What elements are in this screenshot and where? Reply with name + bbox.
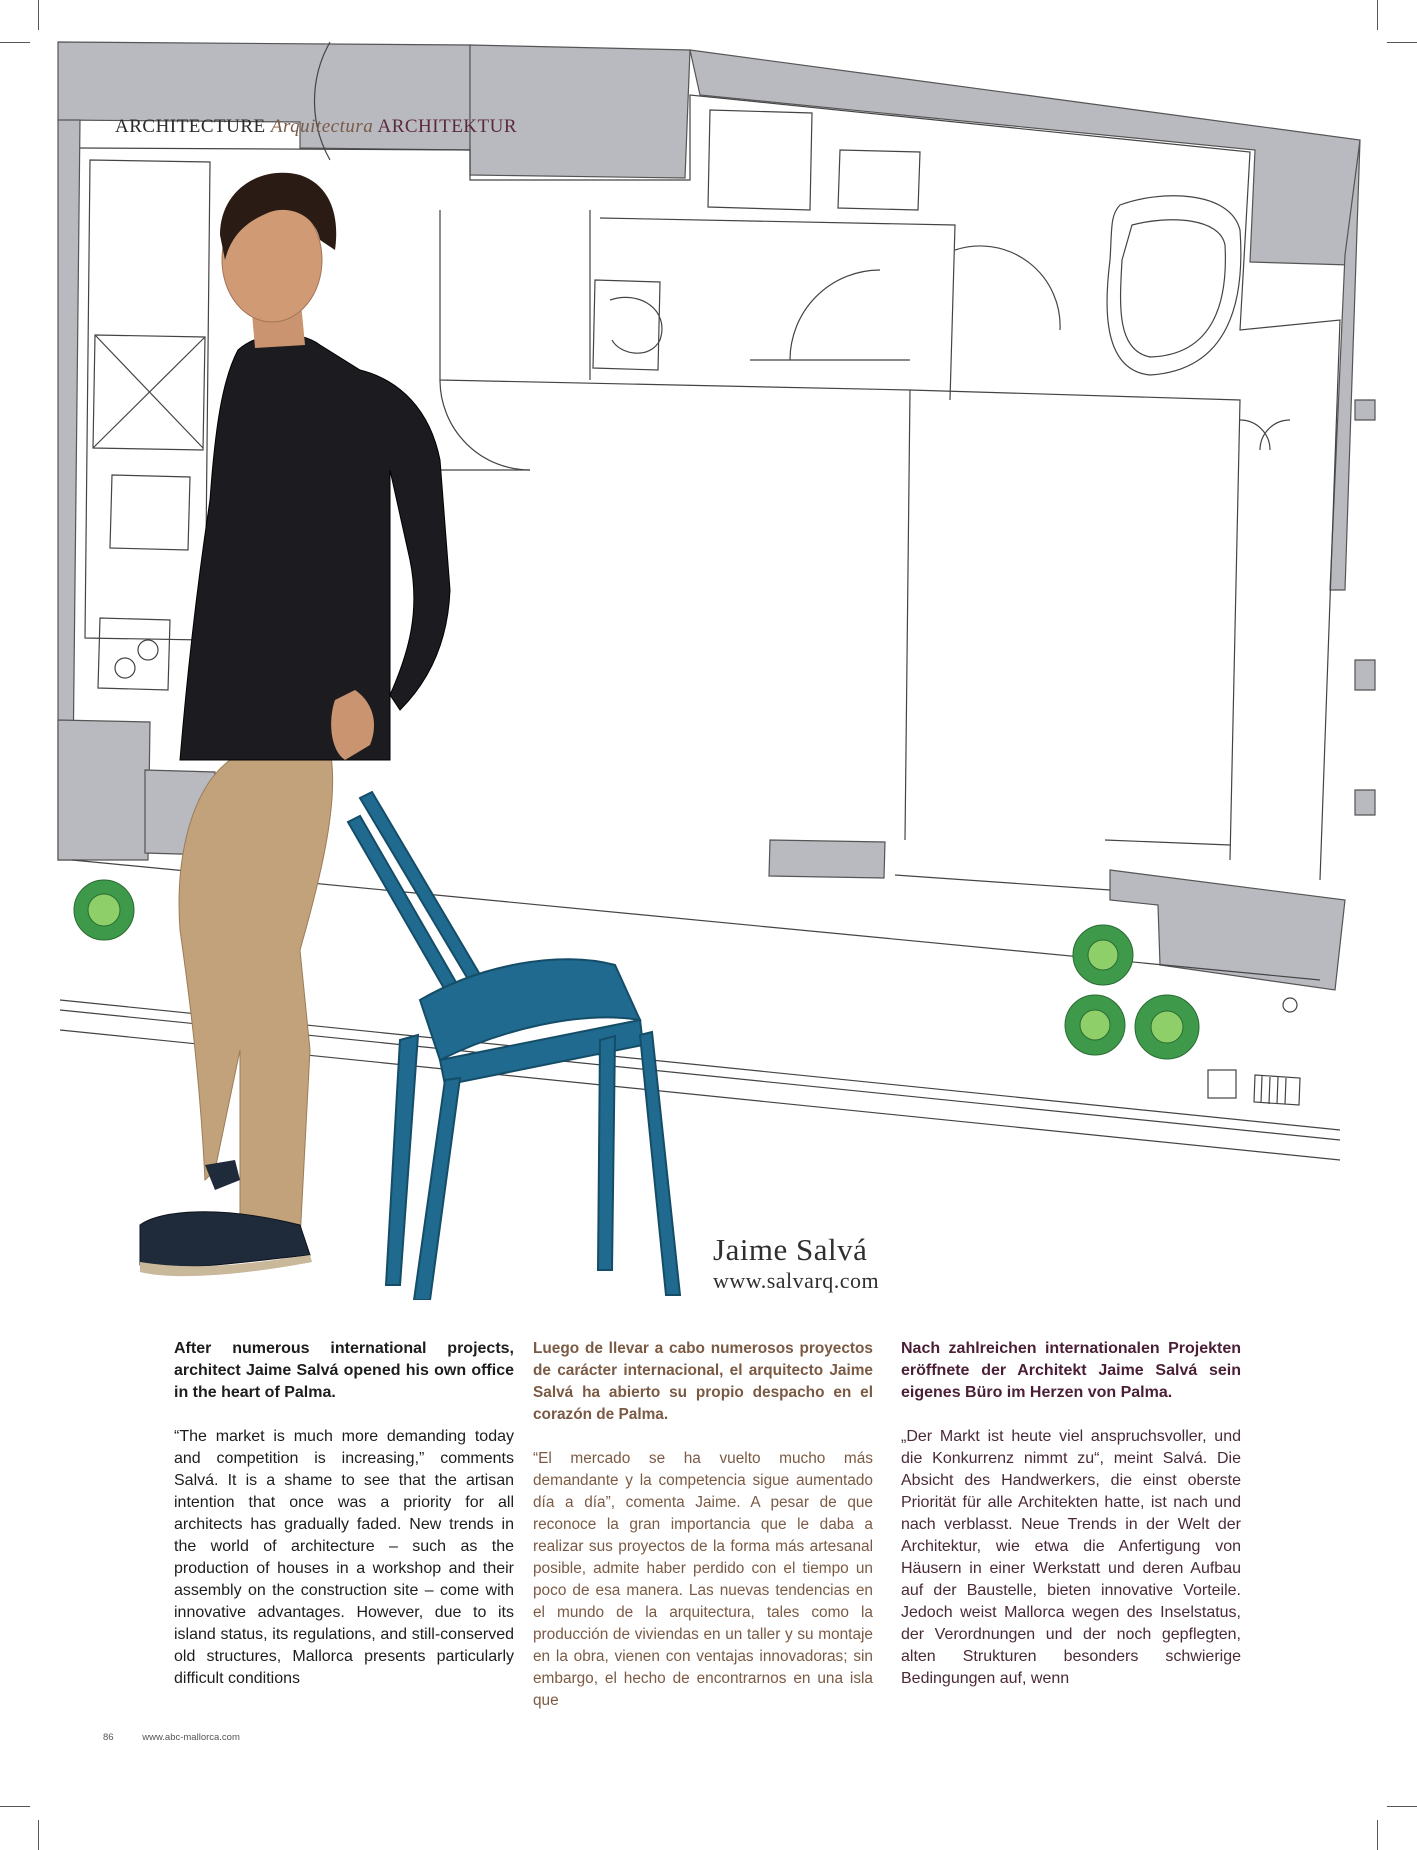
photo-caption [713, 1232, 879, 1294]
page-footer [103, 1732, 240, 1743]
page-number: 86 [103, 1732, 114, 1743]
section-header [115, 116, 517, 138]
body-paragraph: „Der Markt ist heute viel anspruchsvoller, und die Konkurrenz nimmt zu“, meint Salvá. Die Absicht des Handwerkers, die einst oberste Priorität für alle Architekten hatte, ist nach und nach verblasst. Neue Trends in der Welt der Architektur, wie etwa die Anfertigung von Häusern in einer Werkstatt und deren Aufbau auf der Baustelle, bieten innovative Vorteile. Jedoch weist Mallorca wegen des Inselstatus, der Verordnungen und der noch gepflegten, alten Strukturen besonders schwierige Bedingungen auf, wenn [901, 1428, 1241, 1687]
footer-url: www.abc-mallorca.com [142, 1732, 240, 1743]
plant [1135, 995, 1199, 1059]
plant [74, 880, 134, 940]
lead-paragraph: Nach zahlreichen internationalen Projekten eröffnete der Architekt Jaime Salvá sein eigenes Büro im Herzen von Palma. [901, 1340, 1241, 1401]
caption-name: Jaime Salvá [713, 1232, 868, 1267]
article-column-english [174, 1338, 514, 1690]
lead-paragraph: Luego de llevar a cabo numerosos proyectos de carácter internacional, el arquitecto Jaime Salvá ha abierto su propio despacho en el corazón de Palma. [533, 1340, 873, 1423]
plant [1065, 995, 1125, 1055]
caption-url: www.salvarq.com [713, 1268, 880, 1293]
crop-mark [0, 1806, 30, 1807]
section-title-en: ARCHITECTURE [115, 116, 266, 137]
body-paragraph: “El mercado se ha vuelto mucho más demandante y la competencia sigue aumentado día a día”, comenta Jaime. A pesar de que reconoce la gran importancia que le daba a realizar sus proyectos de la forma más artesanal posible, admite haber perdido con el tiempo un poco de esa manera. Las nuevas tendencias en el mundo de la arquitectura, tales como la producción de viviendas en un taller y su montaje en la obra, vienen con ventajas innovadoras; sin embargo, el hecho de encontrarnos en una isla que [533, 1450, 873, 1709]
section-title-es: Arquitectura [270, 116, 374, 137]
crop-mark [1377, 1820, 1378, 1850]
body-paragraph: “The market is much more demanding today and competition is increasing,” comments Salvá. It is a shame to see that the artisan intention that once was a priority for all architects has gradually faded. New trends in the world of architecture – such as the production of houses in a workshop and their assembly on the construction site – come with innovative advantages. However, due to its island status, its regulations, and still-conserved old structures, Mallorca presents particularly difficult conditions [174, 1428, 514, 1687]
plant [1073, 925, 1133, 985]
article-column-spanish [533, 1338, 873, 1712]
section-title-de: ARCHITEKTUR [377, 116, 518, 137]
article-column-german [901, 1338, 1241, 1690]
crop-mark [1387, 1806, 1417, 1807]
chair [348, 792, 680, 1300]
lead-paragraph: After numerous international projects, architect Jaime Salvá opened his own office in the heart of Palma. [174, 1340, 514, 1401]
crop-mark [38, 1820, 39, 1850]
